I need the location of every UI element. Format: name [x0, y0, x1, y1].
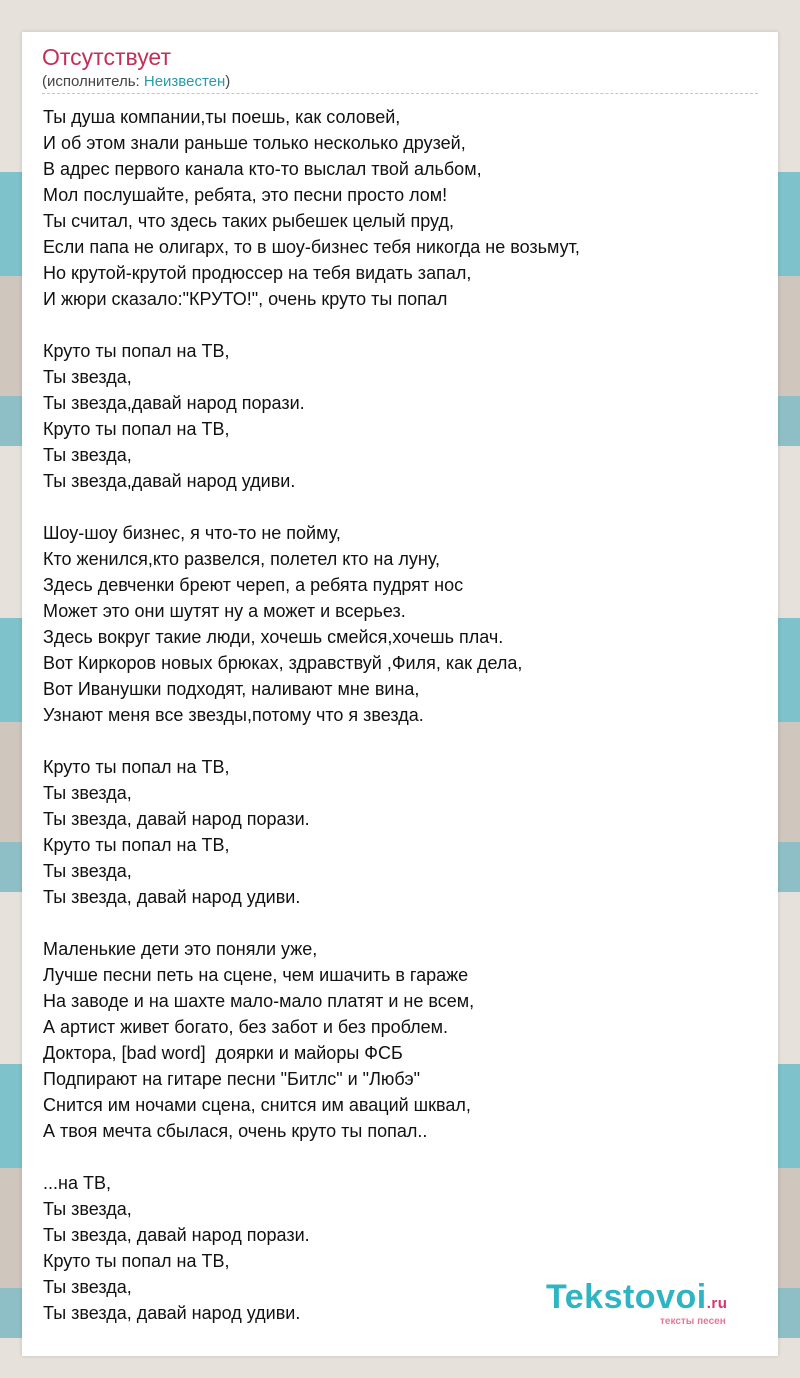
lyrics-line: ...на ТВ, [43, 1173, 111, 1193]
lyrics-stanza [43, 1170, 580, 1326]
lyrics-stanza [43, 338, 580, 494]
lyrics-line: Ты душа компании,ты поешь, как соловей, [43, 107, 401, 127]
lyrics-line: Ты звезда,давай народ удиви. [43, 471, 296, 491]
lyrics-line: Но крутой-крутой продюссер на тебя видать запал, [43, 263, 472, 283]
lyrics-line: Круто ты попал на ТВ, [43, 341, 230, 361]
artist-suffix: ) [225, 73, 231, 90]
lyrics-line: И об этом знали раньше только несколько друзей, [43, 133, 466, 153]
lyrics-line: Ты звезда, давай народ порази. [43, 1225, 310, 1245]
lyrics-line: На заводе и на шахте мало-мало платят и не всем, [43, 991, 475, 1011]
lyrics-line: Если папа не олигарх, то в шоу-бизнес тебя никогда не возьмут, [43, 237, 580, 257]
lyrics-line: Круто ты попал на ТВ, [43, 757, 230, 777]
lyrics-line: Шоу-шоу бизнес, я что-то не пойму, [43, 523, 341, 543]
lyrics-line: Лучше песни петь на сцене, чем ишачить в гараже [43, 965, 469, 985]
lyrics-line: Маленькие дети это поняли уже, [43, 939, 318, 959]
lyrics-line: Ты звезда, [43, 1277, 132, 1297]
lyrics-line: Снится им ночами сцена, снится им аваций шквал, [43, 1095, 471, 1115]
lyrics-line: Ты звезда, давай народ удиви. [43, 887, 301, 907]
lyrics-text [43, 104, 580, 1352]
artist-prefix: (исполнитель: [42, 73, 144, 90]
logo-main: Tekstovoi [546, 1278, 707, 1316]
artist-link[interactable]: Неизвестен [143, 73, 226, 90]
lyrics-line: Доктора, [bad word] доярки и майоры ФСБ [43, 1043, 403, 1063]
lyrics-line: В адрес первого канала кто-то выслал твой альбом, [43, 159, 482, 179]
lyrics-line: Круто ты попал на ТВ, [43, 1251, 230, 1271]
logo-tld: .ru [706, 1295, 728, 1312]
lyrics-stanza [43, 936, 580, 1144]
lyrics-line: А твоя мечта сбылася, очень круто ты попал.. [43, 1121, 428, 1141]
lyrics-line: Здесь девченки бреют череп, а ребята пудрят нос [43, 575, 464, 595]
lyrics-line: Ты считал, что здесь таких рыбешек целый пруд, [43, 211, 454, 231]
lyrics-line: Узнают меня все звезды,потому что я звезда. [43, 705, 424, 725]
lyrics-line: А артист живет богато, без забот и без проблем. [43, 1017, 449, 1037]
artist-line [42, 73, 230, 90]
lyrics-line: Вот Иванушки подходят, наливают мне вина, [43, 679, 420, 699]
lyrics-line: Ты звезда, [43, 783, 132, 803]
logo-tagline: тексты песен [660, 1316, 726, 1327]
lyrics-line: Круто ты попал на ТВ, [43, 419, 230, 439]
lyrics-line: Круто ты попал на ТВ, [43, 835, 230, 855]
lyrics-line: Вот Киркоров новых брюках, здравствуй ,Филя, как дела, [43, 653, 523, 673]
lyrics-card [22, 32, 778, 1356]
lyrics-line: Ты звезда, [43, 445, 132, 465]
lyrics-line: Ты звезда, [43, 861, 132, 881]
lyrics-stanza [43, 754, 580, 910]
lyrics-line: Ты звезда, [43, 367, 132, 387]
logo-wordmark [546, 1278, 727, 1317]
lyrics-line: Может это они шутят ну а может и всерьез. [43, 601, 406, 621]
lyrics-line: Ты звезда,давай народ порази. [43, 393, 305, 413]
song-title: Отсутствует [42, 44, 171, 70]
lyrics-line: Здесь вокруг такие люди, хочешь смейся,хочешь плач. [43, 627, 504, 647]
lyrics-line: Кто женился,кто развелся, полетел кто на луну, [43, 549, 441, 569]
lyrics-line: Ты звезда, давай народ удиви. [43, 1303, 301, 1323]
lyrics-line: Ты звезда, [43, 1199, 132, 1219]
lyrics-line: Мол послушайте, ребята, это песни просто лом! [43, 185, 448, 205]
lyrics-line: Ты звезда, давай народ порази. [43, 809, 310, 829]
lyrics-line: И жюри сказало:"КРУТО!", очень круто ты попал [43, 289, 448, 309]
dashed-divider [42, 93, 758, 94]
lyrics-stanza [43, 520, 580, 728]
lyrics-line: Подпирают на гитаре песни "Битлс" и "Любэ" [43, 1069, 421, 1089]
lyrics-stanza [43, 104, 580, 312]
tekstovoi-logo[interactable] [546, 1278, 776, 1348]
